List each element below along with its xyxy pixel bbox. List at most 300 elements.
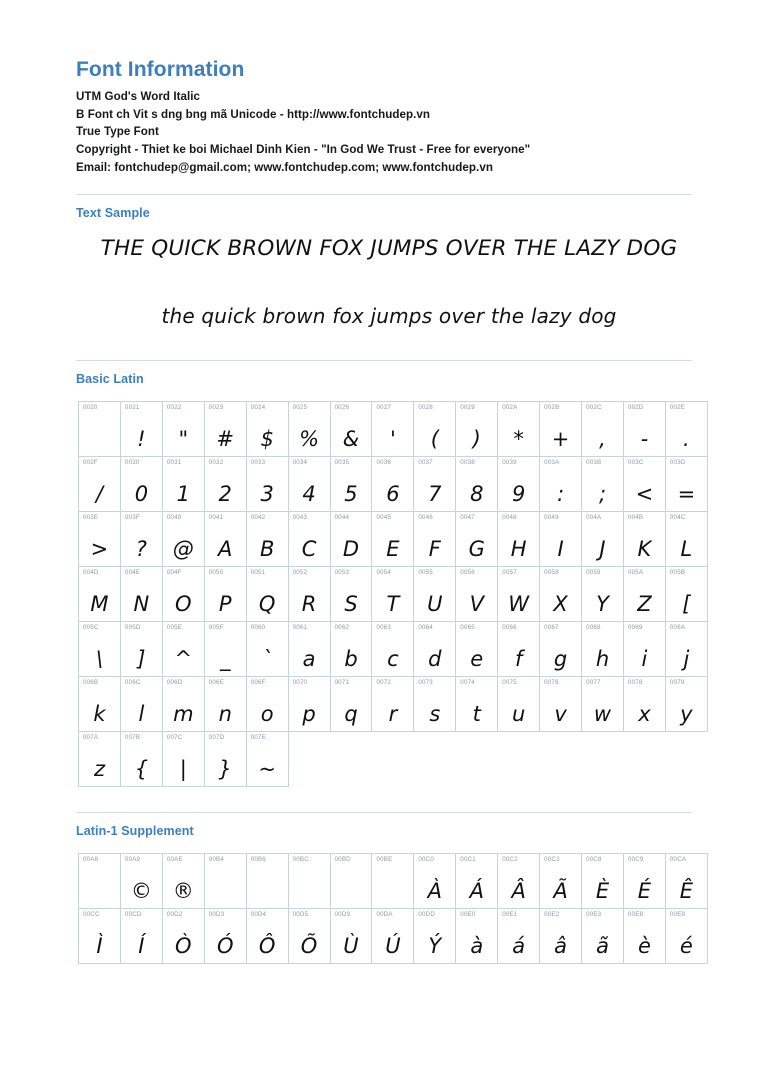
glyph-codepoint-label: 0024	[250, 404, 266, 412]
glyph-character: y	[680, 702, 693, 727]
glyph-codepoint-label: 005A	[627, 569, 644, 577]
glyph-cell	[120, 622, 162, 677]
glyph-table-basic-latin	[78, 401, 708, 787]
glyph-codepoint-label: 004F	[166, 569, 182, 577]
glyph-codepoint-label: 00B4	[208, 856, 225, 864]
glyph-cell	[204, 854, 246, 909]
glyph-cell	[540, 909, 582, 964]
glyph-character: "	[178, 427, 189, 452]
glyph-character: È	[595, 879, 610, 904]
glyph-codepoint-label: 0056	[460, 569, 475, 577]
glyph-cell	[79, 567, 121, 622]
glyph-codepoint-label: 00E0	[460, 911, 476, 919]
glyph-character: ,	[599, 427, 606, 452]
glyph-cell	[414, 854, 456, 909]
glyph-character: '	[390, 427, 396, 452]
glyph-cell	[204, 567, 246, 622]
glyph-codepoint-label: 0050	[208, 569, 224, 577]
glyph-codepoint-label: 0029	[460, 404, 475, 412]
glyph-cell	[246, 677, 288, 732]
glyph-cell	[456, 402, 498, 457]
glyph-character: >	[90, 537, 109, 562]
glyph-character: t	[472, 702, 481, 727]
glyph-character: R	[301, 592, 317, 617]
glyph-cell	[246, 457, 288, 512]
glyph-cell	[288, 402, 330, 457]
section-basic-latin	[76, 360, 696, 787]
glyph-character: /	[95, 482, 103, 507]
glyph-codepoint-label: 0067	[544, 624, 559, 632]
glyph-cell	[162, 457, 204, 512]
glyph-codepoint-label: 002A	[502, 404, 518, 412]
glyph-codepoint-label: 003D	[669, 459, 686, 467]
glyph-cell-spacer	[456, 732, 498, 787]
glyph-cell	[456, 567, 498, 622]
glyph-cell	[246, 622, 288, 677]
glyph-codepoint-label: 002B	[544, 404, 560, 412]
glyph-character: ^	[174, 647, 193, 672]
glyph-cell	[540, 677, 582, 732]
glyph-table-row	[79, 854, 708, 909]
glyph-codepoint-label: 0022	[166, 404, 182, 412]
glyph-cell	[246, 512, 288, 567]
glyph-character: r	[388, 702, 398, 727]
glyph-cell	[414, 402, 456, 457]
glyph-cell	[120, 732, 162, 787]
glyph-cell	[623, 854, 665, 909]
glyph-cell	[456, 457, 498, 512]
glyph-cell	[414, 909, 456, 964]
glyph-codepoint-label: 006B	[83, 679, 99, 687]
glyph-codepoint-label: 0037	[418, 459, 433, 467]
glyph-cell	[582, 512, 624, 567]
glyph-character: $	[260, 427, 274, 452]
glyph-codepoint-label: 006D	[166, 679, 183, 687]
glyph-cell	[372, 909, 414, 964]
glyph-codepoint-label: 0021	[124, 404, 140, 412]
glyph-codepoint-label: 00D2	[166, 911, 183, 919]
glyph-cell	[414, 457, 456, 512]
glyph-cell	[372, 567, 414, 622]
glyph-codepoint-label: 0040	[166, 514, 182, 522]
glyph-character: á	[512, 934, 526, 959]
glyph-codepoint-label: 00A9	[124, 856, 141, 864]
glyph-codepoint-label: 002F	[83, 459, 98, 467]
glyph-character: {	[134, 757, 149, 782]
glyph-codepoint-label: 0020	[83, 404, 98, 412]
glyph-codepoint-label: 0023	[208, 404, 224, 412]
section-divider	[76, 812, 692, 813]
glyph-cell	[330, 677, 372, 732]
glyph-character: V	[469, 592, 484, 617]
glyph-cell	[372, 622, 414, 677]
glyph-character: Ô	[258, 934, 276, 959]
glyph-codepoint-label: 0043	[292, 514, 308, 522]
font-type-line: True Type Font	[76, 125, 159, 139]
glyph-table-row	[79, 457, 708, 512]
glyph-character: I	[557, 537, 564, 562]
glyph-cell	[456, 622, 498, 677]
glyph-cell-spacer	[372, 732, 414, 787]
glyph-cell	[330, 567, 372, 622]
glyph-codepoint-label: 0046	[418, 514, 433, 522]
glyph-codepoint-label: 005D	[124, 624, 141, 632]
glyph-codepoint-label: 0070	[292, 679, 308, 687]
glyph-codepoint-label: 0041	[208, 514, 224, 522]
glyph-character: ã	[596, 934, 609, 959]
glyph-cell	[204, 402, 246, 457]
glyph-cell	[79, 909, 121, 964]
glyph-character: Q	[258, 592, 276, 617]
glyph-cell	[582, 567, 624, 622]
glyph-character: Z	[637, 592, 652, 617]
glyph-character: K	[637, 537, 652, 562]
glyph-character: %	[299, 427, 320, 452]
glyph-codepoint-label: 0063	[376, 624, 392, 632]
glyph-codepoint-label: 00E1	[502, 911, 518, 919]
glyph-codepoint-label: 007D	[208, 734, 225, 742]
glyph-cell	[288, 854, 330, 909]
glyph-character: P	[218, 592, 232, 617]
glyph-codepoint-label: 0069	[627, 624, 643, 632]
glyph-cell	[665, 677, 707, 732]
glyph-cell	[372, 402, 414, 457]
glyph-character: H	[510, 537, 527, 562]
glyph-character: m	[173, 702, 194, 727]
glyph-cell	[582, 909, 624, 964]
glyph-cell	[79, 512, 121, 567]
glyph-cell-spacer	[665, 732, 707, 787]
glyph-cell	[120, 402, 162, 457]
glyph-character: l	[138, 702, 145, 727]
contact-line: Email: fontchudep@gmail.com; www.fontchudep.com; www.fontchudep.vn	[76, 160, 493, 174]
glyph-cell	[288, 512, 330, 567]
glyph-codepoint-label: 0077	[586, 679, 601, 687]
glyph-cell	[120, 909, 162, 964]
glyph-codepoint-label: 006C	[124, 679, 141, 687]
glyph-codepoint-label: 002E	[669, 404, 686, 412]
glyph-cell	[540, 457, 582, 512]
glyph-cell	[162, 854, 204, 909]
glyph-cell	[623, 677, 665, 732]
glyph-character: Â	[511, 879, 526, 904]
glyph-cell	[330, 909, 372, 964]
glyph-character: c	[387, 647, 399, 672]
glyph-cell	[456, 909, 498, 964]
glyph-codepoint-label: 0053	[334, 569, 350, 577]
glyph-cell	[582, 402, 624, 457]
glyph-cell	[665, 567, 707, 622]
glyph-codepoint-label: 00D3	[208, 911, 225, 919]
glyph-cell	[330, 854, 372, 909]
glyph-cell	[162, 622, 204, 677]
glyph-cell	[330, 457, 372, 512]
glyph-codepoint-label: 00BD	[334, 856, 351, 864]
glyph-cell	[456, 854, 498, 909]
glyph-cell	[372, 512, 414, 567]
page-title: Font Information	[76, 58, 245, 81]
glyph-character: w	[593, 702, 612, 727]
glyph-codepoint-label: 00C9	[627, 856, 644, 864]
glyph-codepoint-label: 00E3	[586, 911, 602, 919]
glyph-codepoint-label: 0042	[250, 514, 266, 522]
glyph-character: <	[635, 482, 654, 507]
glyph-cell-spacer	[414, 732, 456, 787]
font-name-line: UTM God's Word Italic	[76, 90, 201, 104]
glyph-character: [	[682, 592, 691, 617]
glyph-character: W	[508, 592, 530, 617]
glyph-character: g	[553, 647, 568, 672]
glyph-character: #	[216, 427, 235, 452]
glyph-table-row	[79, 567, 708, 622]
section-divider	[76, 360, 692, 361]
glyph-cell	[162, 402, 204, 457]
glyph-cell	[623, 567, 665, 622]
glyph-character: +	[551, 427, 570, 452]
glyph-character: p	[302, 702, 316, 727]
glyph-codepoint-label: 002D	[627, 404, 644, 412]
glyph-character: 0	[134, 482, 149, 507]
glyph-codepoint-label: 006A	[669, 624, 686, 632]
glyph-codepoint-label: 00CC	[83, 911, 100, 919]
glyph-codepoint-label: 007C	[166, 734, 183, 742]
glyph-character: 3	[260, 482, 274, 507]
glyph-cell	[288, 909, 330, 964]
glyph-codepoint-label: 004D	[83, 569, 99, 577]
glyph-codepoint-label: 0079	[669, 679, 685, 687]
glyph-cell	[246, 854, 288, 909]
glyph-cell	[330, 512, 372, 567]
glyph-codepoint-label: 0026	[334, 404, 350, 412]
glyph-table-row	[79, 512, 708, 567]
glyph-codepoint-label: 004A	[586, 514, 602, 522]
glyph-character: f	[514, 647, 523, 672]
glyph-table-row	[79, 677, 708, 732]
glyph-character: M	[90, 592, 109, 617]
glyph-codepoint-label: 0066	[502, 624, 517, 632]
glyph-codepoint-label: 0060	[250, 624, 266, 632]
glyph-codepoint-label: 0045	[376, 514, 392, 522]
glyph-character: a	[302, 647, 316, 672]
glyph-character: T	[386, 592, 400, 617]
glyph-character: x	[638, 702, 651, 727]
glyph-cell-spacer	[540, 732, 582, 787]
glyph-codepoint-label: 007A	[83, 734, 99, 742]
glyph-character: i	[641, 647, 648, 672]
glyph-codepoint-label: 003E	[83, 514, 99, 522]
glyph-character: h	[595, 647, 610, 672]
glyph-character: 1	[176, 482, 190, 507]
glyph-codepoint-label: 00C2	[502, 856, 518, 864]
glyph-cell	[498, 567, 540, 622]
glyph-character: j	[683, 647, 690, 672]
glyph-table-row	[79, 622, 708, 677]
glyph-character: }	[218, 757, 232, 782]
glyph-character: B	[259, 537, 275, 562]
glyph-cell	[623, 909, 665, 964]
glyph-cell-spacer	[582, 732, 624, 787]
glyph-codepoint-label: 00C3	[544, 856, 560, 864]
glyph-character: v	[554, 702, 567, 727]
glyph-codepoint-label: 004E	[124, 569, 141, 577]
glyph-character: ]	[137, 647, 146, 672]
glyph-codepoint-label: 005B	[669, 569, 686, 577]
glyph-character: G	[468, 537, 485, 562]
glyph-table-row	[79, 402, 708, 457]
glyph-codepoint-label: 00E8	[627, 911, 644, 919]
glyph-cell	[665, 622, 707, 677]
glyph-codepoint-label: 0028	[418, 404, 433, 412]
glyph-codepoint-label: 00DD	[418, 911, 435, 919]
glyph-cell	[120, 854, 162, 909]
glyph-codepoint-label: 002C	[586, 404, 602, 412]
glyph-codepoint-label: 0051	[250, 569, 266, 577]
glyph-character: .	[683, 427, 690, 452]
glyph-character: 5	[344, 482, 358, 507]
copyright-line: Copyright - Thiet ke boi Michael Dinh Kien - "In God We Trust - Free for everyone"	[76, 142, 531, 156]
glyph-codepoint-label: 0030	[124, 459, 140, 467]
glyph-codepoint-label: 0078	[627, 679, 643, 687]
glyph-cell	[79, 402, 121, 457]
glyph-character: b	[344, 647, 358, 672]
sample-lowercase-pangram: the quick brown fox jumps over the lazy dog	[161, 304, 617, 329]
glyph-character: \	[95, 647, 103, 672]
glyph-cell	[623, 622, 665, 677]
glyph-cell	[246, 402, 288, 457]
glyph-cell	[372, 457, 414, 512]
glyph-cell	[330, 402, 372, 457]
glyph-cell	[623, 512, 665, 567]
glyph-character: É	[637, 879, 652, 904]
glyph-codepoint-label: 0035	[334, 459, 350, 467]
glyph-codepoint-label: 003F	[124, 514, 140, 522]
glyph-character: )	[472, 427, 481, 452]
glyph-character: z	[93, 757, 105, 782]
glyph-codepoint-label: 0044	[334, 514, 350, 522]
glyph-character: à	[470, 934, 484, 959]
section-heading-basic-latin: Basic Latin	[76, 372, 144, 387]
glyph-cell	[204, 732, 246, 787]
glyph-character: 2	[218, 482, 232, 507]
glyph-codepoint-label: 00AE	[166, 856, 183, 864]
glyph-character: C	[301, 537, 317, 562]
glyph-cell	[540, 512, 582, 567]
glyph-cell	[623, 457, 665, 512]
glyph-codepoint-label: 0032	[208, 459, 224, 467]
glyph-cell	[540, 402, 582, 457]
glyph-codepoint-label: 0062	[334, 624, 350, 632]
glyph-codepoint-label: 00C8	[586, 856, 602, 864]
glyph-codepoint-label: 0059	[586, 569, 601, 577]
glyph-character: Á	[469, 879, 484, 904]
glyph-character: X	[553, 592, 568, 617]
glyph-character: ;	[598, 482, 607, 507]
glyph-character: Ã	[553, 879, 568, 904]
glyph-cell	[162, 909, 204, 964]
glyph-codepoint-label: 0058	[544, 569, 559, 577]
glyph-cell-spacer	[330, 732, 372, 787]
glyph-character: n	[218, 702, 232, 727]
glyph-character: U	[427, 592, 443, 617]
section-heading-text-sample: Text Sample	[76, 206, 150, 221]
glyph-cell	[665, 402, 707, 457]
glyph-codepoint-label: 0074	[460, 679, 475, 687]
glyph-character: 8	[470, 482, 484, 507]
glyph-codepoint-label: 0061	[292, 624, 308, 632]
section-divider	[76, 194, 692, 195]
glyph-codepoint-label: 0055	[418, 569, 433, 577]
sample-uppercase-pangram: THE QUICK BROWN FOX JUMPS OVER THE LAZY DOG	[100, 236, 678, 262]
glyph-cell	[582, 457, 624, 512]
glyph-codepoint-label: 0072	[376, 679, 392, 687]
glyph-character: (	[430, 427, 439, 452]
glyph-character: Ú	[385, 934, 401, 959]
glyph-codepoint-label: 00CD	[124, 911, 142, 919]
glyph-codepoint-label: 007B	[124, 734, 141, 742]
glyph-character: â	[554, 934, 568, 959]
glyph-character: Ù	[343, 934, 359, 959]
glyph-codepoint-label: 00B6	[250, 856, 266, 864]
glyph-character: E	[386, 537, 400, 562]
glyph-character: À	[427, 879, 443, 904]
glyph-codepoint-label: 007E	[250, 734, 266, 742]
glyph-codepoint-label: 004C	[669, 514, 686, 522]
glyph-character: 4	[302, 482, 316, 507]
glyph-codepoint-label: 0075	[502, 679, 517, 687]
glyph-codepoint-label: 005C	[83, 624, 99, 632]
glyph-cell	[204, 622, 246, 677]
glyph-character: :	[557, 482, 565, 507]
glyph-cell	[288, 457, 330, 512]
glyph-character: Ó	[216, 934, 234, 959]
glyph-character: A	[218, 537, 233, 562]
glyph-cell	[623, 402, 665, 457]
glyph-codepoint-label: 0038	[460, 459, 475, 467]
glyph-character: o	[260, 702, 274, 727]
glyph-cell	[582, 677, 624, 732]
glyph-codepoint-label: 00E9	[669, 911, 686, 919]
glyph-table-row	[79, 732, 708, 787]
glyph-codepoint-label: 0025	[292, 404, 308, 412]
glyph-cell	[246, 567, 288, 622]
glyph-codepoint-label: 0071	[334, 679, 350, 687]
glyph-codepoint-label: 0068	[586, 624, 601, 632]
glyph-cell	[162, 677, 204, 732]
glyph-character: é	[679, 934, 693, 959]
glyph-character: -	[640, 427, 649, 452]
glyph-character: S	[344, 592, 358, 617]
glyph-cell	[498, 622, 540, 677]
glyph-cell	[79, 732, 121, 787]
text-sample-body	[76, 236, 692, 328]
glyph-cell	[665, 512, 707, 567]
glyph-character: Í	[138, 934, 145, 959]
glyph-codepoint-label: 0052	[292, 569, 308, 577]
glyph-character: J	[599, 537, 606, 562]
glyph-character: 6	[386, 482, 400, 507]
glyph-cell	[498, 512, 540, 567]
glyph-character: `	[261, 647, 273, 672]
glyph-codepoint-label: 0027	[376, 404, 392, 412]
glyph-character: F	[428, 537, 441, 562]
glyph-character: ?	[135, 537, 147, 562]
glyph-cell	[540, 854, 582, 909]
glyph-character: Ê	[679, 879, 693, 904]
glyph-cell	[498, 854, 540, 909]
glyph-codepoint-label: 006E	[208, 679, 225, 687]
glyph-character: =	[677, 482, 696, 507]
glyph-cell	[414, 567, 456, 622]
